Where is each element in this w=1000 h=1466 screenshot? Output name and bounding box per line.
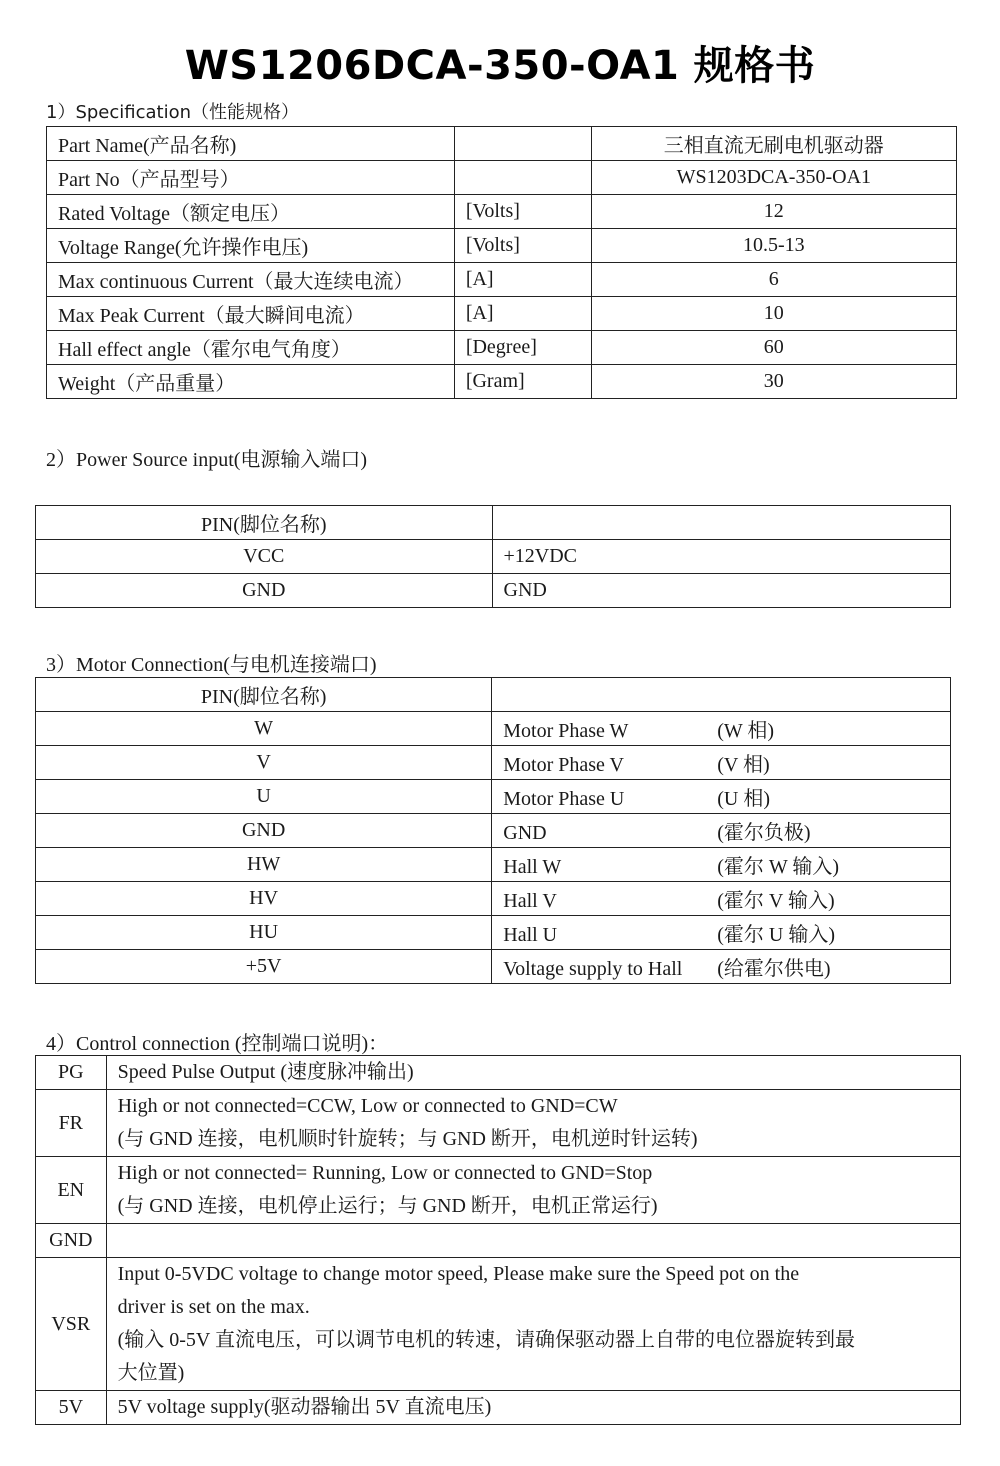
power-source-table: [35, 505, 951, 608]
pin-cell: GND: [36, 814, 492, 848]
table-row: [36, 1391, 961, 1425]
description-cell: [106, 1056, 960, 1090]
table-row: [47, 263, 957, 297]
pin-cell: HW: [36, 848, 492, 882]
section-heading-control-connection: 4）Control connection (控制端口说明)：: [46, 1033, 389, 1055]
phase-description: Hall U: [503, 924, 558, 946]
description-cell: [106, 1157, 960, 1224]
phase-note: (V 相): [717, 754, 770, 776]
table-row: [47, 161, 957, 195]
phase-description: Motor Phase U: [503, 788, 625, 810]
phase-description: GND: [503, 822, 547, 844]
spec-unit-cell: [Gram]: [454, 365, 591, 399]
description-line: driver is set on the max.: [117, 1296, 310, 1318]
desc-cell: [492, 780, 951, 814]
description-line: 大位置): [117, 1362, 185, 1384]
spec-unit-cell: [454, 161, 591, 195]
table-row: [47, 365, 957, 399]
description-cell: [106, 1224, 960, 1258]
desc-cell: [492, 950, 951, 984]
spec-name-cell: Voltage Range(允许操作电压): [47, 229, 455, 263]
table-row: [36, 950, 951, 984]
spec-name-cell: Part No（产品型号）: [47, 161, 455, 195]
spec-unit-cell: [Volts]: [454, 195, 591, 229]
table-row: [36, 540, 951, 574]
description-cell: [106, 1391, 960, 1425]
pin-cell: VSR: [36, 1258, 107, 1391]
desc-cell: [492, 848, 951, 882]
pin-cell: EN: [36, 1157, 107, 1224]
pin-header: PIN(脚位名称): [36, 506, 493, 540]
pin-cell: U: [36, 780, 492, 814]
description-line: Speed Pulse Output (速度脉冲输出): [117, 1061, 414, 1083]
phase-description: Voltage supply to Hall: [503, 958, 683, 980]
description-cell: [106, 1258, 960, 1391]
table-row: [36, 746, 951, 780]
phase-note: (W 相): [717, 720, 775, 742]
spec-value-cell: 12: [591, 195, 956, 229]
section-heading-motor-connection: 3）Motor Connection(与电机连接端口): [46, 654, 377, 676]
table-row: [47, 229, 957, 263]
pin-cell: W: [36, 712, 492, 746]
table-header-row: [36, 506, 951, 540]
spec-value-cell: WS1203DCA-350-OA1: [591, 161, 956, 195]
description-line: Input 0-5VDC voltage to change motor speed, Please make sure the Speed pot on the: [117, 1263, 800, 1285]
description-line: (输入 0-5V 直流电压，可以调节电机的转速，请确保驱动器上自带的电位器旋转到最: [117, 1329, 855, 1351]
spec-value-cell: 30: [591, 365, 956, 399]
desc-cell: [492, 746, 951, 780]
spec-value-cell: 60: [591, 331, 956, 365]
table-row: [47, 195, 957, 229]
spec-value-cell: 10: [591, 297, 956, 331]
desc-cell: [492, 882, 951, 916]
phase-description: Hall W: [503, 856, 562, 878]
table-row: [36, 1157, 961, 1224]
table-row: [36, 916, 951, 950]
table-row: [36, 1224, 961, 1258]
spec-value-cell: 10.5-13: [591, 229, 956, 263]
pin-cell: HV: [36, 882, 492, 916]
spec-unit-cell: [Degree]: [454, 331, 591, 365]
pin-cell: FR: [36, 1090, 107, 1157]
spec-name-cell: Rated Voltage（额定电压）: [47, 195, 455, 229]
pin-cell: V: [36, 746, 492, 780]
desc-cell: [492, 712, 951, 746]
desc-cell: GND: [492, 574, 950, 608]
desc-cell: [492, 814, 951, 848]
spec-name-cell: Part Name(产品名称): [47, 127, 455, 161]
spec-unit-cell: [Volts]: [454, 229, 591, 263]
description-line: (与 GND 连接，电机顺时针旋转；与 GND 断开，电机逆时针运转): [117, 1128, 698, 1150]
pin-cell: 5V: [36, 1391, 107, 1425]
phase-note: (霍尔负极): [717, 822, 811, 844]
table-row: [36, 1258, 961, 1391]
section-heading-power-source: 2）Power Source input(电源输入端口): [46, 449, 368, 471]
table-header-row: [36, 678, 951, 712]
table-row: [36, 882, 951, 916]
description-line: 5V voltage supply(驱动器输出 5V 直流电压): [117, 1396, 492, 1418]
empty-header: [492, 506, 950, 540]
table-row: [36, 1090, 961, 1157]
description-line: High or not connected= Running, Low or connected to GND=Stop: [117, 1162, 653, 1184]
description-cell: [106, 1090, 960, 1157]
phase-note: (给霍尔供电): [717, 958, 831, 980]
phase-note: (霍尔 V 输入): [717, 890, 835, 912]
pin-cell: GND: [36, 1224, 107, 1258]
phase-description: Hall V: [503, 890, 557, 912]
table-row: [36, 574, 951, 608]
pin-cell: HU: [36, 916, 492, 950]
specification-table: [46, 126, 957, 399]
table-row: [47, 127, 957, 161]
desc-cell: +12VDC: [492, 540, 950, 574]
page-title: WS1206DCA-350-OA1 规格书: [184, 43, 816, 89]
empty-header: [492, 678, 951, 712]
table-row: [36, 848, 951, 882]
spec-name-cell: Max Peak Current（最大瞬间电流）: [47, 297, 455, 331]
pin-header: PIN(脚位名称): [36, 678, 492, 712]
spec-value-cell: 三相直流无刷电机驱动器: [591, 127, 956, 161]
table-row: [47, 331, 957, 365]
phase-description: Motor Phase V: [503, 754, 624, 776]
spec-unit-cell: [A]: [454, 263, 591, 297]
pin-cell: GND: [36, 574, 493, 608]
motor-connection-table: [35, 677, 951, 984]
table-row: [36, 1056, 961, 1090]
desc-cell: [492, 916, 951, 950]
description-line: High or not connected=CCW, Low or connected to GND=CW: [117, 1095, 618, 1117]
spec-unit-cell: [A]: [454, 297, 591, 331]
table-row: [36, 712, 951, 746]
pin-cell: VCC: [36, 540, 493, 574]
control-connection-table: [35, 1055, 961, 1425]
phase-note: (U 相): [717, 788, 771, 810]
pin-cell: +5V: [36, 950, 492, 984]
spec-name-cell: Max continuous Current（最大连续电流）: [47, 263, 455, 297]
phase-note: (霍尔 U 输入): [717, 924, 836, 946]
phase-note: (霍尔 W 输入): [717, 856, 840, 878]
phase-description: Motor Phase W: [503, 720, 629, 742]
table-row: [36, 814, 951, 848]
table-row: [47, 297, 957, 331]
description-line: [118, 1224, 960, 1257]
spec-value-cell: 6: [591, 263, 956, 297]
section-heading-specification: 1）Specification（性能规格）: [46, 102, 300, 123]
table-row: [36, 780, 951, 814]
spec-unit-cell: [454, 127, 591, 161]
pin-cell: PG: [36, 1056, 107, 1090]
spec-name-cell: Hall effect angle（霍尔电气角度）: [47, 331, 455, 365]
spec-name-cell: Weight（产品重量）: [47, 365, 455, 399]
description-line: (与 GND 连接，电机停止运行；与 GND 断开，电机正常运行): [117, 1195, 658, 1217]
